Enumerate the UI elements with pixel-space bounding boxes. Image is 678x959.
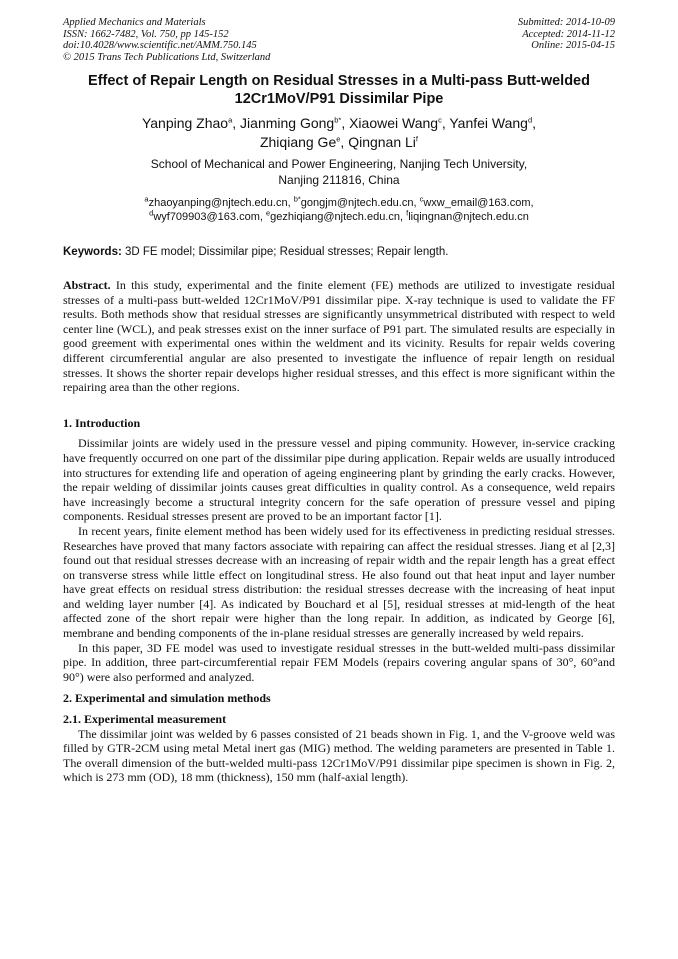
section-heading-introduction: 1. Introduction xyxy=(63,415,141,430)
email-sup: e xyxy=(266,208,271,218)
intro-paragraph-2: In recent years, finite element method has been widely used for its effectiveness in predicting residual stresses. Researches have proved that many factors associate with repairing can affect the residual stresses. Jiang et al [2,3] found out that residual stresses decrease with an increasing of repair width and the repair length has a great effect on transverse stress while little effect on longitudinal stress. He also found out that heat input and layer number have great effects on residual stress distribution: the residual stresses decrease with the increasing of heat input and welding layer number [4]. As indicated by Bouchard et al [5], residual stresses at mid-length of the heat affected zone of the short repair were higher than the long repair. In addition, as indicated by George [6], membrane and bending components of the in-plane residual stresses are generally increased by weld repairs. xyxy=(63,523,615,641)
email-link[interactable]: gezhiqiang@njtech.edu.cn xyxy=(270,211,400,223)
author-name: Yanfei Wang xyxy=(449,115,528,131)
online-date: Online: 2015-04-15 xyxy=(531,40,615,51)
email-sup: a xyxy=(144,194,149,204)
journal-info xyxy=(63,17,270,63)
abstract xyxy=(63,278,615,395)
journal-name: Applied Mechanics and Materials xyxy=(63,17,206,28)
author-list xyxy=(63,114,615,151)
title-line-2: 12Cr1MoV/P91 Dissimilar Pipe xyxy=(234,91,444,107)
author-sup: d xyxy=(527,115,533,125)
author-line-1: Yanping Zhao$^a$, Jianming Gong$^{b*}$, Xiaowei Wang$^c$, Yanfei Wang$^d$, xyxy=(141,115,537,131)
email-sup: f xyxy=(406,208,409,218)
author-sup: c xyxy=(438,115,442,125)
paper-title xyxy=(63,72,615,108)
journal-header xyxy=(63,17,615,63)
publication-dates xyxy=(518,17,615,63)
keywords-text: 3D FE model; Dissimilar pipe; Residual stresses; Repair length. xyxy=(125,246,449,258)
email-link[interactable]: wxw_email@163.com xyxy=(423,197,531,209)
journal-issn: ISSN: 1662-7482, Vol. 750, pp 145-152 xyxy=(63,28,229,40)
email-line-1: $^a$zhaoyanping@njtech.edu.cn, $^{b*}$gongjm@njtech.edu.cn, $^c$wxw_email@163.com, xyxy=(144,194,534,209)
email-sup: d xyxy=(149,208,154,218)
author-name: Qingnan Li xyxy=(348,133,416,150)
subsection-heading-experimental: 2.1. Experimental measurement xyxy=(63,712,227,727)
journal-copyright: © 2015 Trans Tech Publications Ltd, Switzerland xyxy=(63,51,271,63)
author-line-2: Zhiqiang Ge$^e$, Qingnan Li$^f$ xyxy=(259,133,419,150)
author-sup: f xyxy=(415,133,419,143)
keywords-label: Keywords: xyxy=(63,246,122,258)
email-link[interactable]: liqingnan@njtech.edu.cn xyxy=(408,211,529,223)
methods-paragraph-1: The dissimilar joint was welded by 6 passes consisted of 21 beads shown in Fig. 1, and the V-groove weld was filled by GTR-2CM using metal Metal inert gas (MIG) method. The welding parameters are presented in Table 1. The overall dimension of the butt-welded multi-pass 12Cr1MoV/P91 dissimilar pipe specimen is shown in Fig. 2, which is 273 mm (OD), 18 mm (thickness), 150 mm (half-axial length). xyxy=(63,726,615,785)
author-name: Jianming Gong xyxy=(240,115,335,131)
email-link[interactable]: wyf709903@163.com xyxy=(153,211,260,223)
affiliation xyxy=(63,157,615,188)
section-heading-methods: 2. Experimental and simulation methods xyxy=(63,691,271,706)
email-link[interactable]: gongjm@njtech.edu.cn xyxy=(300,197,414,209)
email-sup: b* xyxy=(293,194,301,204)
author-emails xyxy=(63,196,615,224)
affiliation-line-2: Nanjing 211816, China xyxy=(278,172,400,187)
author-sup: b* xyxy=(334,115,342,125)
author-sup: e xyxy=(336,133,341,143)
title-line-1: Effect of Repair Length on Residual Stresses in a Multi-pass Butt-welded xyxy=(88,73,590,89)
email-line-2: $^d$wyf709903@163.com, $^e$gezhiqiang@njtech.edu.cn, $^f$liqingnan@njtech.edu.cn xyxy=(149,208,529,223)
author-name: Xiaowei Wang xyxy=(349,115,439,131)
abstract-text: In this study, experimental and the finite element (FE) methods are utilized to investigate residual stresses of a multi-pass butt-welded 12Cr1MoV/P91 dissimilar pipe. X-ray technique is used to validate the FF results. Both methods show that residual stresses are significantly unsymmetrical distributed with respect to weld center line (WCL), and peak stresses exist on the inner surface of P91 part. The simulated results are especially in good greement with experimental ones within the weldment and its vicinity. Results for repair welds covering different circumferential angular are also presented to investigate the influence of repair length on residual stresses. It shows the shorter repair develops higher residual stresses, and this effect is more significant within the repairing area than the other regions. xyxy=(63,278,615,395)
accepted-date: Accepted: 2014-11-12 xyxy=(522,28,615,40)
intro-paragraph-1: Dissimilar joints are widely used in the pressure vessel and piping community. However, in-service cracking have frequently occurred on one part of the dissimilar pipe during application. Repair welds are usually introduced into structures for extending life and operation of ageing engineering plant by grinding the early cracks. However, the repair welding of dissimilar joints causes great difficulties in quality control. As a consequence, weld repairs have increasingly become a structural integrity concern for the safe operation of pressure vessel and piping components. Residual stresses present are proved to be an important factor [1]. xyxy=(63,436,615,524)
email-sup: c xyxy=(419,194,424,204)
author-sup: a xyxy=(228,115,233,125)
keywords xyxy=(63,245,615,259)
journal-doi: doi:10.4028/www.scientific.net/AMM.750.145 xyxy=(63,40,257,51)
author-name: Yanping Zhao xyxy=(141,115,229,131)
author-name: Zhiqiang Ge xyxy=(259,133,337,150)
intro-paragraph-3: In this paper, 3D FE model was used to investigate residual stresses in the butt-welded multi-pass dissimilar pipe. In addition, three part-circumferential repair FEM Models (repairs covering angular spans of 30°, 60°and 90°) were also performed and analyzed. xyxy=(63,640,615,684)
email-link[interactable]: zhaoyanping@njtech.edu.cn xyxy=(148,197,288,209)
abstract-label: Abstract. xyxy=(63,278,111,292)
affiliation-line-1: School of Mechanical and Power Engineering, Nanjing Tech University, xyxy=(150,157,528,171)
submitted-date: Submitted: 2014-10-09 xyxy=(517,17,615,28)
